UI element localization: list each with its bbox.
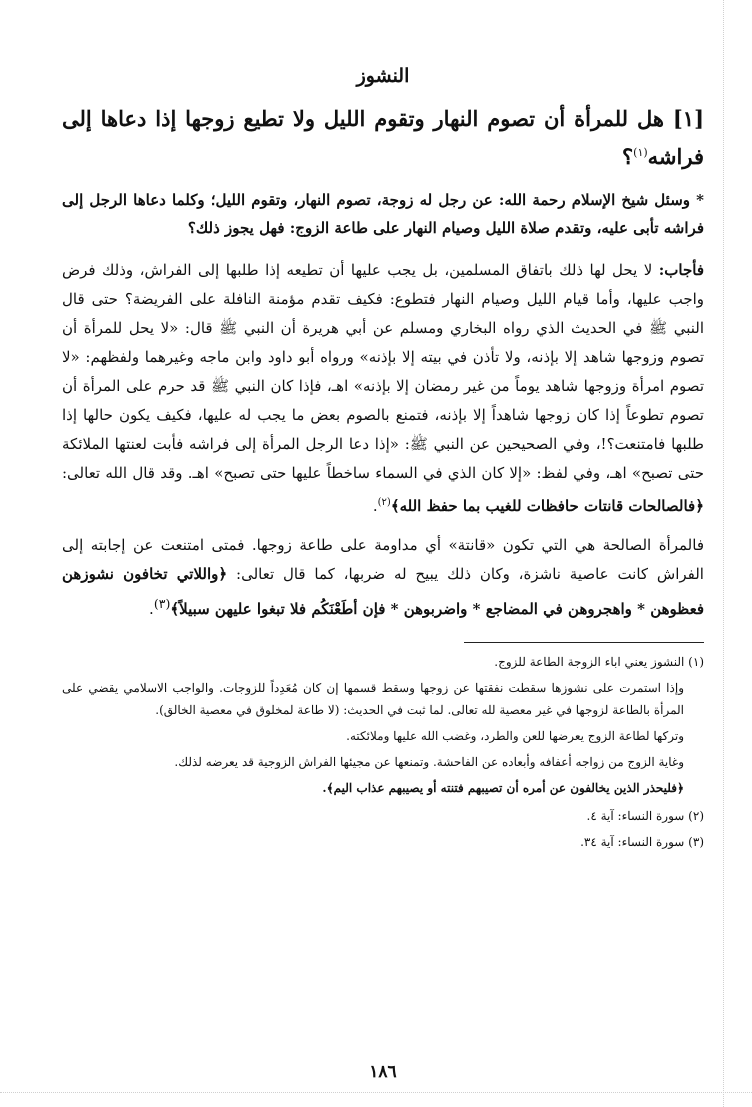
question-footnote-ref[interactable]: (١) [633, 146, 648, 159]
page-number: ١٨٦ [369, 1062, 397, 1082]
answer-text: لا يحل لها ذلك باتفاق المسلمين، بل يجب عليها أن تطيعه إذا طلبها إلى الفراش، وذلك فرض واجب عليها، وأما قيام الليل وصيام النهار فتطوع: فكيف تقدم مؤمنة النافلة على الفريضة؟ حتى قال النبي ﷺ في الحديث الذي رواه البخاري ومسلم عن أبي هريرة أن النبي ﷺ قال: «لا يحل للمرأة أن تصوم وزوجها شاهد إلا بإذنه، ولا تأذن في بيته إلا بإذنه» ورواه أبو داود وابن ماجه وغيرهما ولفظهم: «لا تصوم امرأة وزوجها شاهد يوماً من غير رمضان إلا بإذنه» اهـ، فإذا كان النبي ﷺ قد حرم على المرأة أن تصوم تطوعاً إذا كان زوجها شاهداً إلا بإذنه، فتمنع بالصوم بعض ما يجب له عليها، فكيف يكون حالها إذا طلبها فامتنعت؟!، وفي الصحيحين عن النبي ﷺ: «إذا دعا الرجل المرأة إلى فراشه فأبت لعنتها الملائكة حتى تصبح» اهـ، وفي لفظ: «إلا كان الذي في السماء ساخطاً عليها حتى تصبح» اهـ. وقد قال الله تعالى: [62, 261, 704, 482]
second-paragraph-verse-ref[interactable]: (٣) [153, 596, 171, 611]
answer-verse: ﴿فالصالحات قانتات حافظات للغيب بما حفظ الله﴾ [390, 497, 704, 515]
answer-paragraph [62, 256, 704, 521]
footnote-1: (١) النشوز يعني اباء الزوجة الطاعة للزوج. [494, 655, 704, 669]
question-title [62, 102, 704, 174]
question-end-mark: ؟ [622, 144, 634, 169]
second-paragraph-end: . [149, 600, 154, 618]
footnote-1-para-3: وغاية الزوج من زواجه أعفافه وأبعاده عن الفاحشة. وتمنعها عن مجيئها الفراش الزوجية قد يعرضه لذلك. [174, 755, 684, 769]
footnote-1-verse: ﴿فليحذر الذين يخالفون عن أمره أن تصيبهم فتنته أو يصيبهم عذاب اليم﴾. [322, 781, 684, 795]
question-body: * وسئل شيخ الإسلام رحمة الله: عن رجل له زوجة، تصوم النهار، وتقوم الليل؛ وكلما دعاها الرجل إلى فراشه تأبى عليه، وتقدم صلاة الليل وصيام النهار على طاعة الزوج: فهل يجوز ذلك؟ [62, 191, 704, 237]
page-bottom-line [0, 1092, 752, 1093]
question-title-text: هل للمرأة أن تصوم النهار وتقوم الليل ولا تطيع زوجها إذا دعاها إلى فراشه [62, 106, 704, 169]
running-head: النشوز [356, 65, 410, 87]
answer-end: . [372, 497, 378, 515]
second-paragraph-text: فالمرأة الصالحة هي التي تكون «قانتة» أي مداومة على طاعة زوجها. فمتى امتنعت عن إجابته إلى الفراش كانت عاصية ناشزة، وكان ذلك يبيح له ضربها، كما قال تعالى: [62, 536, 704, 583]
footnote-1-para-1: وإذا استمرت على نشوزها سقطت نفقتها عن زوجها وسقط قسمها إن كان مُعَدِداً للزوجات. والواجب الاسلامي يقضي على المرأة بالطاعة لزوجها في غير معصية لله تعالى. لما ثبت في الحديث: (لا طاعة لمخلوق في معصية الخالق). [62, 681, 684, 717]
footnote-divider [464, 642, 704, 643]
question-number: [١] [672, 106, 704, 131]
footnote-2: (٢) سورة النساء: آية ٤. [586, 809, 704, 823]
book-page [62, 52, 704, 1092]
second-paragraph-verse: ﴿واللاتي تخافون نشوزهن فعظوهن * واهجروهن في المضاجع * واضربوهن * فإن أطَعْنَكُم فلا تبغوا عليهن سبيلاً﴾ [62, 565, 704, 618]
answer-label: فأجاب: [658, 261, 704, 279]
footnotes [62, 651, 704, 853]
footnote-3: (٣) سورة النساء: آية ٣٤. [580, 835, 704, 849]
page-edge-line [723, 0, 724, 1107]
footnote-1-para-2: وتركها لطاعة الزوج يعرضها للعن والطرد، وغضب الله عليها وملائكته. [346, 729, 684, 743]
answer-verse-ref[interactable]: (٢) [377, 497, 391, 508]
second-paragraph [62, 531, 704, 624]
